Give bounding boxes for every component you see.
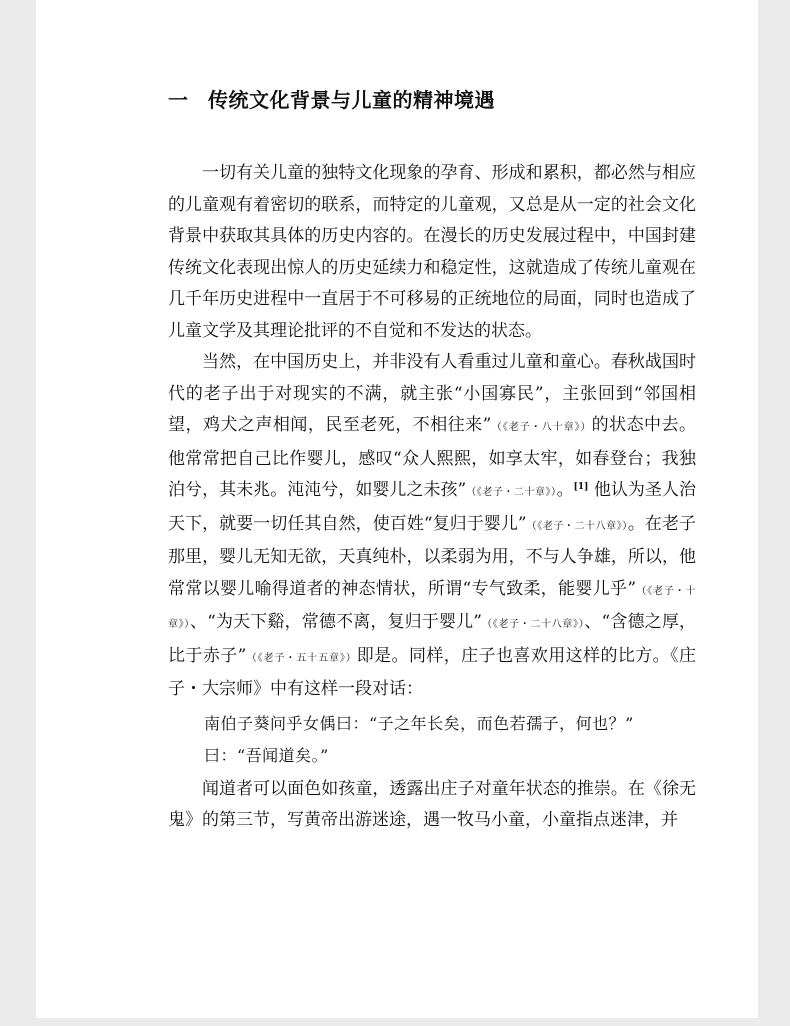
paragraph-3-text: 闻道者可以面色如孩童，透露出庄子对童年状态的推崇。在《徐无鬼》的第三节，写黄帝出游迷途，遇一牧马小童，小童指点迷津，并 [168,778,696,830]
document-page [36,0,758,1018]
citation-laozi-28: （《老子・二十八章》） [526,520,628,532]
paragraph-2-text-3: 。 [556,480,574,500]
quote-block [168,708,696,772]
citation-laozi-10: （《老子・十章》） [168,585,696,630]
paragraph-3 [168,774,696,837]
paragraph-2-text-6: 、“为天下谿，常德不离，复归于婴儿” [189,612,482,632]
section-title: 传统文化背景与儿童的精神境遇 [208,88,495,112]
section-heading [168,86,696,114]
citation-laozi-80: （《老子・八十章》） [491,422,592,433]
quote-line-1: 南伯子葵问乎女偊曰：“子之年长矣，而色若孺子，何也？” [204,713,634,733]
page-content [168,86,696,837]
quote-line-2: 曰：“吾闻道矣。” [204,745,329,765]
citation-laozi-20: （《老子・二十章》） [466,487,557,498]
section-number: 一 [168,88,189,112]
paragraph-1-text: 一切有关儿童的独特文化现象的孕育、形成和累积，都必然与相应的儿童观有着密切的联系，而特定的儿童观，又总是从一定的社会文化背景中获取其具体的历史内容的。在漫长的历史发展过程中，中国封建传统文化表现出惊人的历史延续力和稳定性，这就造成了传统儿童观在几千年历史进程中一直居于不可移易的正统地位的局面，同时也造成了儿童文学及其理论批评的不自觉和不发达的状态。 [168,163,696,341]
paragraph-2-text-5: 。在老子那里，婴儿无知无欲，天真纯朴，以柔弱为用，不与人争雄，所以，他常常以婴儿喻得道者的神态情状，所谓“专气致柔，能婴儿乎” [168,513,697,599]
citation-laozi-55: （《老子・五十五章》） [246,652,357,664]
paragraph-2-text-2: 的状态中去。他常常把自己比作婴儿，感叹“众人熙熙，如享太牢，如春登台；我独泊兮，其未兆。沌沌兮，如婴儿之未孩” [168,415,697,500]
paragraph-2 [168,347,696,706]
paragraph-2-text-1: 当然，在中国历史上，并非没有人看重过儿童和童心。春秋战国时代的老子出于对现实的不满，就主张“小国寡民”，主张回到“邻国相望，鸡犬之声相闻，民至老死，不相往来” [168,352,696,435]
paragraph-2-text-7: 、“含德之厚，比于赤子” [168,612,696,666]
paragraph-1 [168,158,696,347]
paragraph-2-text-4: 他认为圣人治天下，就要一切任其自然，使百姓“复归于婴儿” [168,480,697,534]
paragraph-2-text-8: 即是。同样，庄子也喜欢用这样的比方。《庄子・大宗师》中有这样一段对话： [168,645,696,699]
citation-laozi-28-b: （《老子・二十八章》） [482,619,585,630]
footnote-marker[interactable]: [1] [573,482,589,492]
